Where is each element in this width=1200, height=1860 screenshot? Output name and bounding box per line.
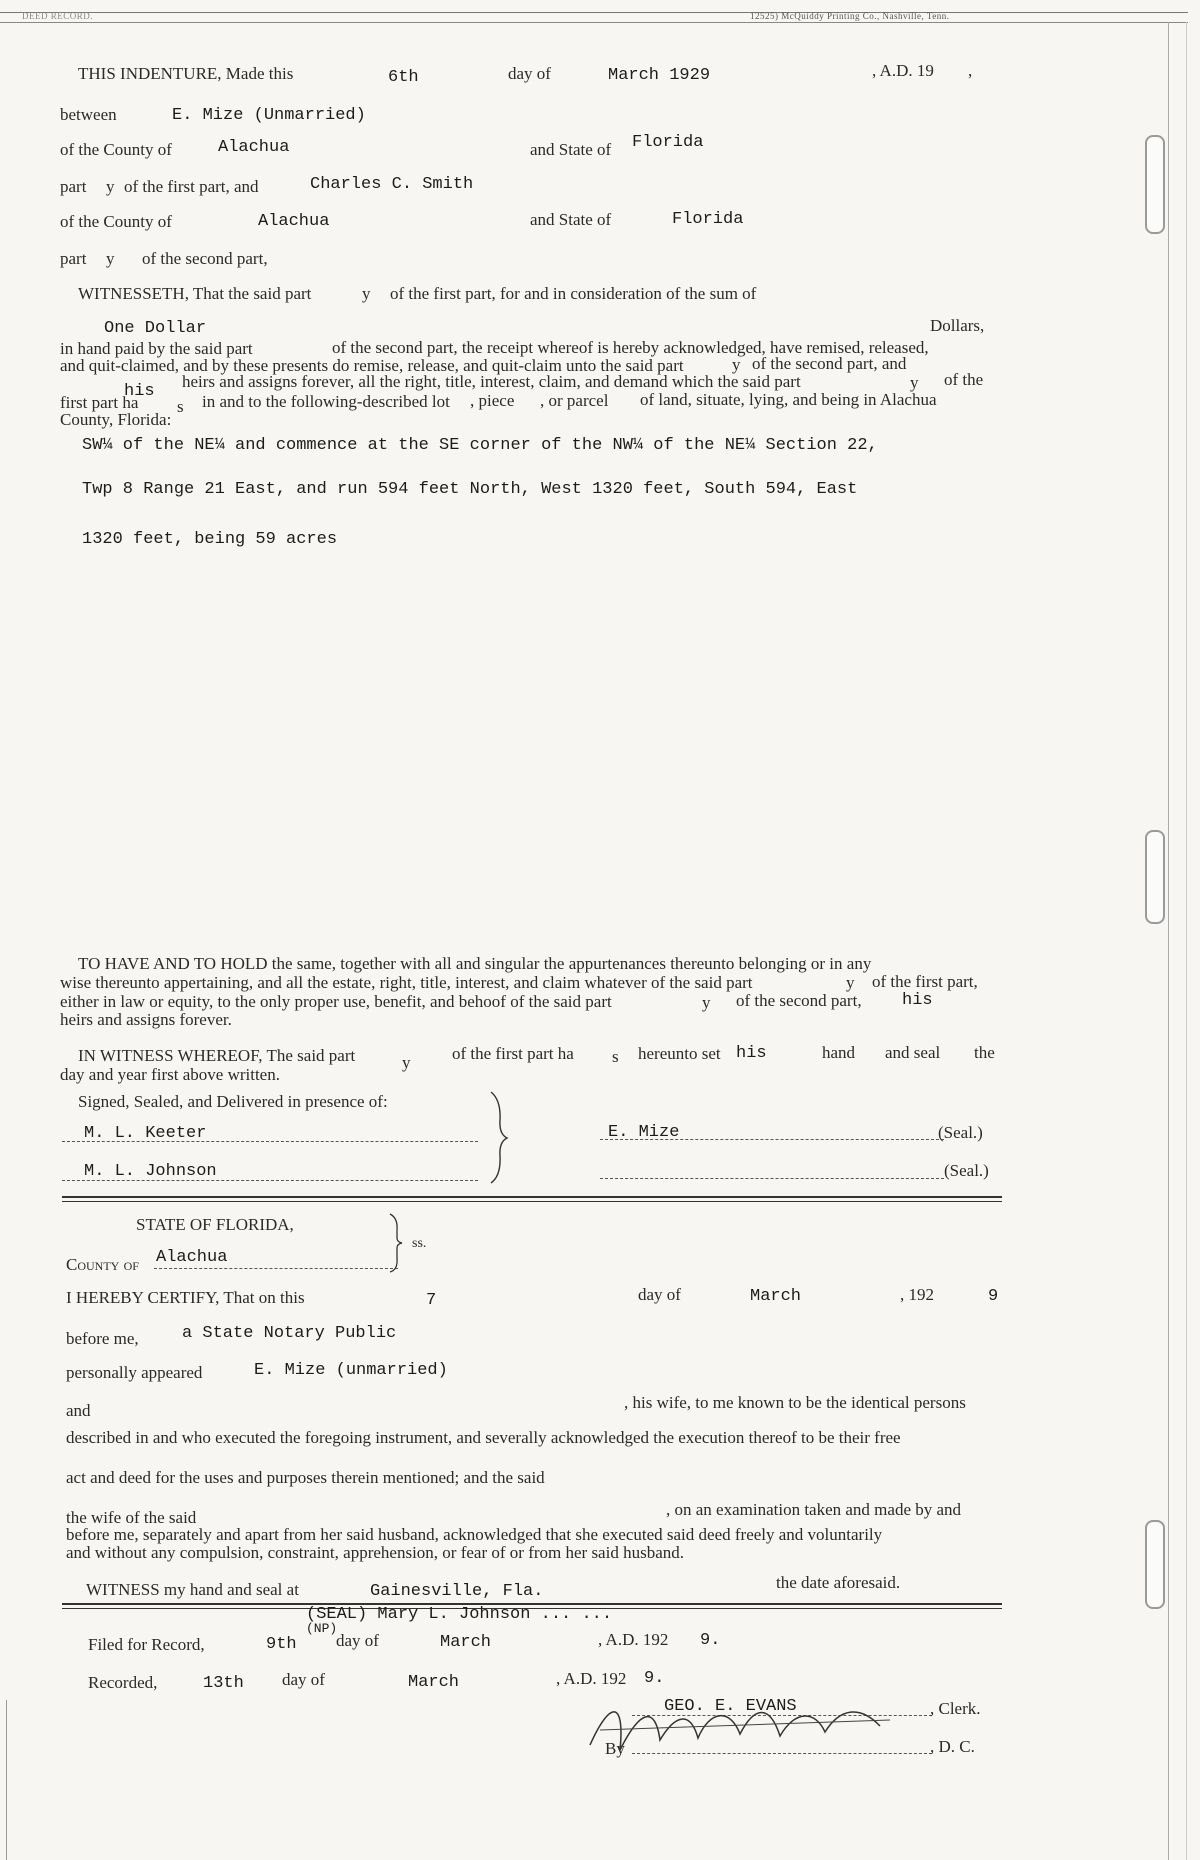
notary-signature: (SEAL) Mary L. Johnson ... ... bbox=[306, 1605, 613, 1624]
examination-text: , on an examination taken and made by and bbox=[666, 1500, 962, 1519]
part-y-6: y bbox=[846, 973, 855, 992]
deed-paragraph-line5: County, Florida: bbox=[60, 410, 172, 429]
ack-day-of: day of bbox=[638, 1285, 681, 1304]
ack-county: Alachua bbox=[156, 1248, 228, 1267]
between-label: between bbox=[60, 105, 117, 124]
testimonium-c: hereunto set bbox=[638, 1044, 721, 1063]
form-name: DEED RECORD. bbox=[22, 11, 93, 21]
signature-stroke-2 bbox=[600, 1720, 890, 1730]
legal-description-line3: 1320 feet, being 59 acres bbox=[82, 530, 338, 549]
ack-year-a: , 192 bbox=[900, 1285, 934, 1304]
witnesseth-b: of the first part, for and in consideration of the sum of bbox=[390, 284, 757, 303]
deed-paragraph-line3-b: of the bbox=[944, 370, 984, 389]
clerk-name: GEO. E. EVANS bbox=[664, 1697, 797, 1716]
deed-day: 6th bbox=[388, 68, 419, 87]
binding-hole-middle bbox=[1145, 830, 1165, 924]
deed-paragraph-line4-d: , or parcel bbox=[540, 391, 609, 410]
deed-paragraph-line2-a: and quit-claimed, and by these presents do remise, release, and quit-claim unto the said part bbox=[60, 356, 684, 375]
left-margin-line bbox=[6, 1700, 7, 1860]
ack-bracket-path bbox=[390, 1214, 402, 1272]
notary-officer: a State Notary Public bbox=[182, 1324, 397, 1343]
has-s-1: s bbox=[177, 397, 184, 416]
deed-paragraph-line4-c: , piece bbox=[470, 391, 515, 410]
deed-paragraph-line4-a: first part ha bbox=[60, 393, 139, 412]
grantee-state: Florida bbox=[672, 210, 744, 229]
right-margin-line bbox=[1168, 22, 1169, 1860]
recorded-day-of: day of bbox=[282, 1670, 325, 1689]
part-y-4: y bbox=[732, 355, 741, 374]
notary-np-mark: (NP) bbox=[306, 1621, 338, 1636]
header-rule-top bbox=[0, 12, 1188, 13]
filed-label: Filed for Record, bbox=[88, 1635, 205, 1654]
habendum-line1: TO HAVE AND TO HOLD the same, together with all and singular the appurtenances thereunto belonging or in any bbox=[78, 954, 872, 973]
signature-brace bbox=[485, 1090, 515, 1185]
deed-month-year: March 1929 bbox=[608, 66, 711, 85]
by-label: By bbox=[605, 1739, 625, 1758]
second-signature-line bbox=[600, 1178, 944, 1179]
ss-label: ss. bbox=[412, 1236, 427, 1251]
ack-county-label: County of bbox=[66, 1255, 139, 1274]
act-and-deed-text: act and deed for the uses and purposes therein mentioned; and the said bbox=[66, 1468, 545, 1487]
part-label-1: part bbox=[60, 177, 87, 196]
day-of-label: day of bbox=[508, 64, 551, 83]
state-label-1: and State of bbox=[530, 140, 612, 159]
grantor-county: Alachua bbox=[218, 138, 290, 157]
filed-month: March bbox=[440, 1633, 492, 1652]
ack-state: STATE OF FLORIDA, bbox=[136, 1215, 294, 1234]
habendum-line4: heirs and assigns forever. bbox=[60, 1010, 232, 1029]
binding-hole-bottom bbox=[1145, 1520, 1165, 1609]
his-3: his bbox=[736, 1044, 767, 1063]
deed-paragraph-line2-b: of the second part, and bbox=[752, 354, 907, 373]
certify-text: I HEREBY CERTIFY, That on this bbox=[66, 1288, 305, 1307]
binding-hole-top bbox=[1145, 135, 1165, 234]
witness-2-signature: M. L. Johnson bbox=[84, 1162, 217, 1181]
signature-brace-path bbox=[491, 1092, 507, 1183]
county-label-1: of the County of bbox=[60, 140, 172, 159]
county-label-2: of the County of bbox=[60, 212, 172, 231]
grantor-name: E. Mize (Unmarried) bbox=[172, 106, 366, 125]
deed-paragraph-line1-b: of the second part, the receipt whereof is hereby acknowledged, have remised, released, bbox=[332, 338, 929, 357]
recorded-day: 13th bbox=[203, 1674, 244, 1693]
state-label-2: and State of bbox=[530, 210, 612, 229]
witness-hand-seal: WITNESS my hand and seal at bbox=[86, 1580, 299, 1599]
habendum-line3-b: of the second part, bbox=[736, 991, 862, 1010]
habendum-line2-a: wise thereunto appertaining, and all the estate, right, title, interest, and claim whatever of the said part bbox=[60, 973, 753, 992]
his-2: his bbox=[902, 991, 933, 1010]
witness-1-signature: M. L. Keeter bbox=[84, 1124, 207, 1143]
ack-county-line bbox=[154, 1268, 398, 1269]
his-wife-text: , his wife, to me known to be the identical persons bbox=[624, 1393, 966, 1412]
deputy-clerk-signature bbox=[580, 1690, 910, 1760]
witness-place: Gainesville, Fla. bbox=[370, 1582, 544, 1601]
comma-label: , bbox=[968, 61, 973, 80]
legal-description-line2: Twp 8 Range 21 East, and run 594 feet North, West 1320 feet, South 594, East bbox=[82, 480, 858, 499]
filed-day-of: day of bbox=[336, 1631, 379, 1650]
testimonium-f: the bbox=[974, 1043, 995, 1062]
grantee-name: Charles C. Smith bbox=[310, 175, 474, 194]
part-y-1: y bbox=[106, 177, 115, 196]
his-1: his bbox=[124, 382, 155, 401]
part-y-3: y bbox=[362, 284, 371, 303]
section-divider-1 bbox=[62, 1196, 1002, 1198]
appeared-person: E. Mize (unmarried) bbox=[254, 1361, 448, 1380]
testimonium-a: IN WITNESS WHEREOF, The said part bbox=[78, 1046, 356, 1065]
recorded-year-b: 9. bbox=[644, 1669, 665, 1688]
deed-paragraph-line4-b: in and to the following-described lot bbox=[202, 392, 450, 411]
ad-label: , A.D. 19 bbox=[872, 61, 934, 80]
consideration-amount: One Dollar bbox=[104, 319, 207, 338]
printer-imprint: 12525) McQuiddy Printing Co., Nashville, Tenn. bbox=[750, 11, 950, 21]
testimonium-line2: day and year first above written. bbox=[60, 1065, 280, 1084]
testimonium-e: and seal bbox=[885, 1043, 941, 1062]
deed-paragraph-line3: heirs and assigns forever, all the right, title, interest, claim, and demand which the said part bbox=[182, 372, 801, 391]
grantor-signature: E. Mize bbox=[608, 1123, 680, 1142]
first-part-and: of the first part, and bbox=[124, 177, 259, 196]
seal-label-2: (Seal.) bbox=[944, 1161, 989, 1180]
deed-paragraph-line1-a: in hand paid by the said part bbox=[60, 339, 253, 358]
second-part-label: of the second part, bbox=[142, 249, 268, 268]
described-text: described in and who executed the foregoing instrument, and severally acknowledged the execution thereof to be their free bbox=[66, 1428, 901, 1447]
grantee-county: Alachua bbox=[258, 212, 330, 231]
testimonium-b: of the first part ha bbox=[452, 1044, 574, 1063]
recorded-month: March bbox=[408, 1673, 460, 1692]
before-me: before me, bbox=[66, 1329, 139, 1348]
deed-paragraph-line4-e: of land, situate, lying, and being in Alachua bbox=[640, 390, 937, 409]
witnesseth-a: WITNESSETH, That the said part bbox=[78, 284, 312, 303]
part-y-5: y bbox=[910, 373, 919, 392]
ack-day: 7 bbox=[426, 1291, 437, 1310]
wife-of-the-said: the wife of the said bbox=[66, 1508, 197, 1527]
recorded-label: Recorded, bbox=[88, 1673, 158, 1692]
grantor-state: Florida bbox=[632, 133, 704, 152]
signed-sealed-delivered: Signed, Sealed, and Delivered in presence of: bbox=[78, 1092, 388, 1111]
part-y-7: y bbox=[702, 993, 711, 1012]
ack-month: March bbox=[750, 1287, 802, 1306]
part-y-2: y bbox=[106, 249, 115, 268]
right-margin-line-2 bbox=[1186, 22, 1187, 1860]
dollars-label: Dollars, bbox=[930, 316, 985, 335]
ack-bracket bbox=[386, 1212, 406, 1274]
filed-year-a: , A.D. 192 bbox=[598, 1630, 669, 1649]
recorded-year-a: , A.D. 192 bbox=[556, 1669, 627, 1688]
part-y-8: y bbox=[402, 1053, 411, 1072]
signature-stroke-1 bbox=[590, 1712, 880, 1750]
and-label: and bbox=[66, 1401, 91, 1420]
habendum-line2-b: of the first part, bbox=[872, 972, 978, 991]
part-label-2: part bbox=[60, 249, 87, 268]
header-rule-bottom bbox=[0, 22, 1188, 23]
personally-appeared: personally appeared bbox=[66, 1363, 203, 1382]
habendum-line3-a: either in law or equity, to the only proper use, benefit, and behoof of the said part bbox=[60, 992, 612, 1011]
indenture-intro: THIS INDENTURE, Made this bbox=[78, 64, 294, 83]
ack-year-b: 9 bbox=[988, 1287, 999, 1306]
deputy-clerk-label: , D. C. bbox=[930, 1737, 975, 1756]
section-divider-2 bbox=[62, 1201, 1002, 1202]
without-compulsion: and without any compulsion, constraint, apprehension, or fear of or from her said husband. bbox=[66, 1543, 684, 1562]
testimonium-d: hand bbox=[822, 1043, 856, 1062]
filed-day: 9th bbox=[266, 1635, 297, 1654]
clerk-label: , Clerk. bbox=[930, 1699, 981, 1718]
date-aforesaid: the date aforesaid. bbox=[776, 1573, 901, 1592]
legal-description-line1: SW¼ of the NE¼ and commence at the SE corner of the NW¼ of the NE¼ Section 22, bbox=[82, 436, 878, 455]
filed-year-b: 9. bbox=[700, 1631, 721, 1650]
seal-label-1: (Seal.) bbox=[938, 1123, 983, 1142]
before-me-separately: before me, separately and apart from her said husband, acknowledged that she executed said deed freely and voluntarily bbox=[66, 1525, 883, 1544]
has-s-2: s bbox=[612, 1047, 619, 1066]
